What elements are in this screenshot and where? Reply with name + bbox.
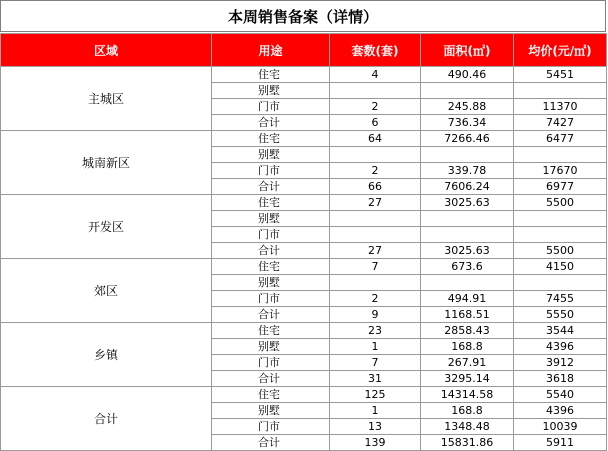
region-cell: 主城区 <box>1 67 212 131</box>
units-cell: 64 <box>330 131 421 147</box>
avg-price-cell: 7427 <box>514 115 607 131</box>
use-cell: 门市 <box>212 99 330 115</box>
avg-price-cell: 5550 <box>514 307 607 323</box>
use-cell: 合计 <box>212 115 330 131</box>
area-cell: 494.91 <box>421 291 514 307</box>
area-cell <box>421 275 514 291</box>
units-cell: 7 <box>330 259 421 275</box>
units-cell <box>330 211 421 227</box>
area-cell: 2858.43 <box>421 323 514 339</box>
avg-price-cell: 5540 <box>514 387 607 403</box>
units-cell: 23 <box>330 323 421 339</box>
area-cell <box>421 83 514 99</box>
use-cell: 合计 <box>212 179 330 195</box>
units-cell: 13 <box>330 419 421 435</box>
units-cell: 9 <box>330 307 421 323</box>
header-region: 区域 <box>1 34 212 67</box>
table-row <box>1 131 607 147</box>
region-cell: 城南新区 <box>1 131 212 195</box>
units-cell <box>330 147 421 163</box>
units-cell: 31 <box>330 371 421 387</box>
units-cell: 2 <box>330 99 421 115</box>
use-cell: 住宅 <box>212 387 330 403</box>
avg-price-cell <box>514 83 607 99</box>
area-cell: 673.6 <box>421 259 514 275</box>
avg-price-cell <box>514 227 607 243</box>
area-cell: 168.8 <box>421 339 514 355</box>
region-cell: 合计 <box>1 387 212 451</box>
area-cell <box>421 211 514 227</box>
use-cell: 住宅 <box>212 195 330 211</box>
use-cell: 门市 <box>212 419 330 435</box>
region-cell: 开发区 <box>1 195 212 259</box>
avg-price-cell <box>514 275 607 291</box>
avg-price-cell <box>514 211 607 227</box>
area-cell: 7266.46 <box>421 131 514 147</box>
units-cell <box>330 227 421 243</box>
use-cell: 别墅 <box>212 403 330 419</box>
table-row <box>1 259 607 275</box>
area-cell: 3025.63 <box>421 195 514 211</box>
area-cell: 245.88 <box>421 99 514 115</box>
units-cell: 1 <box>330 403 421 419</box>
units-cell: 139 <box>330 435 421 451</box>
avg-price-cell: 5500 <box>514 243 607 259</box>
avg-price-cell: 11370 <box>514 99 607 115</box>
table-row <box>1 67 607 83</box>
area-cell <box>421 147 514 163</box>
use-cell: 门市 <box>212 227 330 243</box>
table-row <box>1 195 607 211</box>
units-cell <box>330 83 421 99</box>
table-body <box>1 67 607 451</box>
use-cell: 门市 <box>212 355 330 371</box>
use-cell: 别墅 <box>212 339 330 355</box>
units-cell: 66 <box>330 179 421 195</box>
avg-price-cell: 3912 <box>514 355 607 371</box>
area-cell: 7606.24 <box>421 179 514 195</box>
avg-price-cell: 5911 <box>514 435 607 451</box>
use-cell: 别墅 <box>212 147 330 163</box>
header-use: 用途 <box>212 34 330 67</box>
table-row <box>1 387 607 403</box>
avg-price-cell: 6477 <box>514 131 607 147</box>
use-cell: 合计 <box>212 243 330 259</box>
header-row <box>1 34 607 67</box>
region-cell: 乡镇 <box>1 323 212 387</box>
area-cell: 3025.63 <box>421 243 514 259</box>
avg-price-cell <box>514 147 607 163</box>
units-cell: 6 <box>330 115 421 131</box>
use-cell: 合计 <box>212 371 330 387</box>
use-cell: 别墅 <box>212 275 330 291</box>
area-cell: 14314.58 <box>421 387 514 403</box>
avg-price-cell: 7455 <box>514 291 607 307</box>
region-cell: 郊区 <box>1 259 212 323</box>
units-cell: 1 <box>330 339 421 355</box>
units-cell: 7 <box>330 355 421 371</box>
sales-table <box>0 33 607 451</box>
area-cell: 736.34 <box>421 115 514 131</box>
units-cell <box>330 275 421 291</box>
units-cell: 27 <box>330 243 421 259</box>
use-cell: 门市 <box>212 291 330 307</box>
area-cell: 1348.48 <box>421 419 514 435</box>
avg-price-cell: 5451 <box>514 67 607 83</box>
area-cell: 490.46 <box>421 67 514 83</box>
header-units: 套数(套) <box>330 34 421 67</box>
use-cell: 住宅 <box>212 131 330 147</box>
use-cell: 别墅 <box>212 211 330 227</box>
area-cell: 15831.86 <box>421 435 514 451</box>
header-avg-price: 均价(元/㎡) <box>514 34 607 67</box>
avg-price-cell: 17670 <box>514 163 607 179</box>
units-cell: 125 <box>330 387 421 403</box>
avg-price-cell: 3618 <box>514 371 607 387</box>
sheet-title: 本周销售备案（详情） <box>0 0 606 32</box>
avg-price-cell: 4396 <box>514 403 607 419</box>
use-cell: 住宅 <box>212 259 330 275</box>
units-cell: 2 <box>330 291 421 307</box>
area-cell: 1168.51 <box>421 307 514 323</box>
avg-price-cell: 6977 <box>514 179 607 195</box>
avg-price-cell: 10039 <box>514 419 607 435</box>
units-cell: 4 <box>330 67 421 83</box>
area-cell <box>421 227 514 243</box>
table-row <box>1 323 607 339</box>
units-cell: 27 <box>330 195 421 211</box>
use-cell: 门市 <box>212 163 330 179</box>
header-area: 面积(㎡) <box>421 34 514 67</box>
use-cell: 住宅 <box>212 67 330 83</box>
area-cell: 168.8 <box>421 403 514 419</box>
avg-price-cell: 3544 <box>514 323 607 339</box>
use-cell: 合计 <box>212 435 330 451</box>
use-cell: 别墅 <box>212 83 330 99</box>
use-cell: 合计 <box>212 307 330 323</box>
use-cell: 住宅 <box>212 323 330 339</box>
area-cell: 3295.14 <box>421 371 514 387</box>
avg-price-cell: 4396 <box>514 339 607 355</box>
area-cell: 267.91 <box>421 355 514 371</box>
area-cell: 339.78 <box>421 163 514 179</box>
avg-price-cell: 4150 <box>514 259 607 275</box>
avg-price-cell: 5500 <box>514 195 607 211</box>
units-cell: 2 <box>330 163 421 179</box>
